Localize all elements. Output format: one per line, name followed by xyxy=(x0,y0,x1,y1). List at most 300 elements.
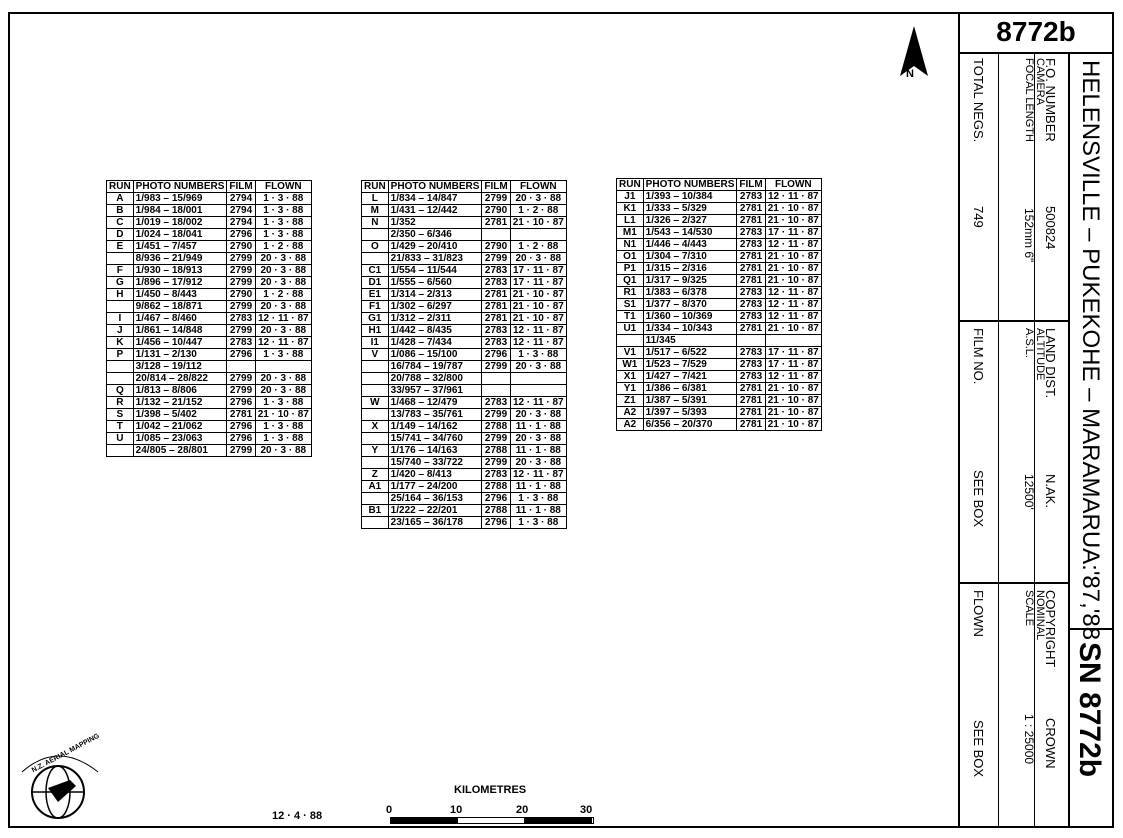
table-row xyxy=(362,409,567,421)
photo-numbers-cell: 1/387 – 5/391 xyxy=(643,395,737,407)
run-cell: M xyxy=(362,205,389,217)
run-cell: Q xyxy=(107,385,134,397)
table-row xyxy=(107,253,312,265)
photo-numbers-cell: 33/957 – 37/961 xyxy=(388,385,482,397)
run-cell: R xyxy=(107,397,134,409)
flown-value: SEE BOX xyxy=(971,720,986,778)
flown-cell: 21 · 10 · 87 xyxy=(765,203,821,215)
nominal-label: NOMINAL xyxy=(1034,590,1046,641)
film-cell: 2799 xyxy=(227,385,255,397)
flown-cell: 1 · 2 · 88 xyxy=(510,205,566,217)
run-cell: H1 xyxy=(362,325,389,337)
table-row xyxy=(362,433,567,445)
run-cell: L1 xyxy=(617,215,644,227)
flown-label: FLOWN xyxy=(971,590,986,637)
flown-cell: 21 · 10 · 87 xyxy=(765,215,821,227)
photo-numbers-cell: 1/834 – 14/847 xyxy=(388,193,482,205)
film-cell: 2799 xyxy=(227,325,255,337)
scale-tick-10: 10 xyxy=(450,804,463,816)
total-negs-label: TOTAL NEGS. xyxy=(971,58,986,143)
table-row xyxy=(362,421,567,433)
flown-cell: 12 · 11 · 87 xyxy=(765,239,821,251)
table-row xyxy=(362,373,567,385)
altitude-label: ALTITUDE xyxy=(1034,328,1046,381)
table-row xyxy=(107,265,312,277)
film-cell: 2783 xyxy=(737,299,765,311)
run-cell: E1 xyxy=(362,289,389,301)
flown-cell: 1 · 3 · 88 xyxy=(255,217,311,229)
run-cell: V xyxy=(362,349,389,361)
table-row xyxy=(617,347,822,359)
film-cell: 2781 xyxy=(737,215,765,227)
map-title: HELENSVILLE – PUKEKOHE – MARAMARUA:'87,'88 xyxy=(1077,60,1104,641)
run-cell: K xyxy=(107,337,134,349)
table-row xyxy=(617,239,822,251)
photo-numbers-cell: 1/467 – 8/460 xyxy=(133,313,227,325)
table-row xyxy=(362,397,567,409)
run-cell: F1 xyxy=(362,301,389,313)
title-block-left-rule xyxy=(958,12,960,828)
column-header: FLOWN xyxy=(765,179,821,191)
photo-numbers-cell: 1/326 – 2/327 xyxy=(643,215,737,227)
column-header: RUN xyxy=(362,181,389,193)
film-cell: 2796 xyxy=(227,349,255,361)
run-cell: A xyxy=(107,193,134,205)
run-cell xyxy=(362,373,389,385)
flown-cell: 11 · 1 · 88 xyxy=(510,481,566,493)
run-cell: X xyxy=(362,421,389,433)
film-cell: 2790 xyxy=(227,289,255,301)
land-dist-label: LAND DIST. xyxy=(1043,328,1058,399)
run-cell xyxy=(362,457,389,469)
table-row xyxy=(107,421,312,433)
table-row xyxy=(107,433,312,445)
flown-cell: 21 · 10 · 87 xyxy=(765,275,821,287)
film-cell xyxy=(482,229,510,241)
column-header: FILM xyxy=(737,179,765,191)
film-cell: 2781 xyxy=(482,289,510,301)
photo-numbers-cell: 1/086 – 15/100 xyxy=(388,349,482,361)
table-row xyxy=(362,385,567,397)
run-cell xyxy=(362,229,389,241)
north-arrow-icon xyxy=(898,26,942,86)
photo-numbers-cell: 1/315 – 2/316 xyxy=(643,263,737,275)
film-cell: 2781 xyxy=(227,409,255,421)
film-no-value: SEE BOX xyxy=(971,470,986,528)
film-cell: 2796 xyxy=(227,433,255,445)
film-cell: 2783 xyxy=(482,277,510,289)
table-row xyxy=(107,229,312,241)
film-cell: 2783 xyxy=(737,287,765,299)
photo-numbers-cell: 1/352 xyxy=(388,217,482,229)
run-cell: B1 xyxy=(362,505,389,517)
table-row xyxy=(617,407,822,419)
flown-cell: 1 · 3 · 88 xyxy=(255,421,311,433)
photo-numbers-cell: 1/383 – 6/378 xyxy=(643,287,737,299)
run-cell: U xyxy=(107,433,134,445)
film-cell: 2783 xyxy=(482,397,510,409)
film-cell: 2788 xyxy=(482,445,510,457)
photo-numbers-cell: 1/302 – 6/297 xyxy=(388,301,482,313)
flown-cell: 21 · 10 · 87 xyxy=(510,289,566,301)
run-cell xyxy=(362,385,389,397)
film-cell xyxy=(227,361,255,373)
photo-numbers-cell: 1/468 – 12/479 xyxy=(388,397,482,409)
photo-numbers-cell: 1/131 – 2/130 xyxy=(133,349,227,361)
film-cell: 2783 xyxy=(737,359,765,371)
scale-tick-0: 0 xyxy=(386,804,393,816)
film-cell xyxy=(482,373,510,385)
run-cell xyxy=(362,361,389,373)
film-cell: 2799 xyxy=(482,457,510,469)
run-cell: P1 xyxy=(617,263,644,275)
scale-tick-30: 30 xyxy=(580,804,593,816)
film-cell: 2781 xyxy=(737,203,765,215)
run-cell: E xyxy=(107,241,134,253)
table-header-row xyxy=(362,181,567,193)
table-row xyxy=(107,397,312,409)
film-no-label: FILM NO. xyxy=(971,328,986,385)
table-row xyxy=(362,229,567,241)
photo-numbers-cell: 23/165 – 36/178 xyxy=(388,517,482,529)
flown-cell: 17 · 11 · 87 xyxy=(510,277,566,289)
photo-numbers-cell: 1/132 – 21/152 xyxy=(133,397,227,409)
photo-numbers-cell: 1/517 – 6/522 xyxy=(643,347,737,359)
flown-cell: 1 · 3 · 88 xyxy=(510,517,566,529)
column-header: RUN xyxy=(617,179,644,191)
flown-cell: 17 · 11 · 87 xyxy=(765,359,821,371)
table-row xyxy=(362,481,567,493)
flown-cell: 12 · 11 · 87 xyxy=(255,313,311,325)
table-row xyxy=(107,217,312,229)
flown-cell: 21 · 10 · 87 xyxy=(765,419,821,431)
photo-numbers-cell: 6/356 – 20/370 xyxy=(643,419,737,431)
run-cell: N1 xyxy=(617,239,644,251)
table-row xyxy=(362,289,567,301)
film-cell: 2783 xyxy=(737,239,765,251)
photo-numbers-cell: 1/377 – 8/370 xyxy=(643,299,737,311)
film-cell: 2790 xyxy=(227,241,255,253)
film-cell: 2799 xyxy=(227,277,255,289)
film-cell: 2783 xyxy=(227,313,255,325)
run-cell: P xyxy=(107,349,134,361)
run-cell xyxy=(107,361,134,373)
map-date: 12 · 4 · 88 xyxy=(272,810,323,822)
run-cell: A1 xyxy=(362,481,389,493)
runs-table-2 xyxy=(361,180,567,529)
film-cell: 2788 xyxy=(482,421,510,433)
film-cell: 2790 xyxy=(482,205,510,217)
photo-numbers-cell: 1/543 – 14/530 xyxy=(643,227,737,239)
film-cell: 2781 xyxy=(737,275,765,287)
flown-cell: 1 · 2 · 88 xyxy=(255,289,311,301)
table-row xyxy=(362,253,567,265)
column-header: FILM xyxy=(482,181,510,193)
aerial-mapping-logo xyxy=(18,732,104,829)
table-row xyxy=(617,323,822,335)
table-row xyxy=(107,277,312,289)
table-row xyxy=(617,395,822,407)
flown-cell: 12 · 11 · 87 xyxy=(255,337,311,349)
column-header: FILM xyxy=(227,181,255,193)
table-row xyxy=(107,373,312,385)
film-cell xyxy=(737,335,765,347)
flown-cell: 20 · 3 · 88 xyxy=(255,265,311,277)
table-header-row xyxy=(107,181,312,193)
runs-table-3 xyxy=(616,178,822,431)
run-cell: M1 xyxy=(617,227,644,239)
run-cell: T xyxy=(107,421,134,433)
film-cell xyxy=(482,385,510,397)
flown-cell: 12 · 11 · 87 xyxy=(510,325,566,337)
flown-cell: 11 · 1 · 88 xyxy=(510,421,566,433)
photo-numbers-cell: 1/312 – 2/311 xyxy=(388,313,482,325)
table-row xyxy=(617,227,822,239)
film-cell: 2781 xyxy=(737,251,765,263)
film-cell: 2783 xyxy=(737,227,765,239)
north-arrow xyxy=(898,26,942,91)
table-row xyxy=(362,469,567,481)
scale-tick-20: 20 xyxy=(516,804,529,816)
flown-cell: 21 · 10 · 87 xyxy=(765,263,821,275)
film-cell: 2799 xyxy=(227,301,255,313)
photo-numbers-cell: 2/350 – 6/346 xyxy=(388,229,482,241)
film-cell: 2781 xyxy=(737,395,765,407)
table-row xyxy=(362,349,567,361)
photo-numbers-cell: 1/456 – 10/447 xyxy=(133,337,227,349)
flown-cell xyxy=(510,229,566,241)
table-row xyxy=(107,385,312,397)
flown-cell: 12 · 11 · 87 xyxy=(510,469,566,481)
photo-numbers-cell: 1/861 – 14/848 xyxy=(133,325,227,337)
film-cell: 2796 xyxy=(227,229,255,241)
copyright-label: COPYRIGHT xyxy=(1043,590,1058,668)
film-cell: 2781 xyxy=(737,323,765,335)
table-row xyxy=(362,505,567,517)
photo-numbers-cell: 1/555 – 6/560 xyxy=(388,277,482,289)
table-row xyxy=(617,287,822,299)
flown-cell: 17 · 11 · 87 xyxy=(765,347,821,359)
table-row xyxy=(362,493,567,505)
sheet-id: 8772b xyxy=(996,16,1076,47)
film-cell: 2794 xyxy=(227,205,255,217)
film-cell: 2796 xyxy=(482,349,510,361)
flown-cell: 1 · 3 · 88 xyxy=(255,349,311,361)
run-cell: I xyxy=(107,313,134,325)
table-row xyxy=(362,445,567,457)
film-cell: 2783 xyxy=(737,347,765,359)
table-row xyxy=(362,301,567,313)
flown-cell xyxy=(510,373,566,385)
altitude-value: 12500' xyxy=(1022,474,1036,510)
photo-numbers-cell: 1/398 – 5/402 xyxy=(133,409,227,421)
flown-cell: 1 · 3 · 88 xyxy=(255,193,311,205)
run-cell: J xyxy=(107,325,134,337)
flown-cell: 12 · 11 · 87 xyxy=(510,397,566,409)
flown-cell: 20 · 3 · 88 xyxy=(510,457,566,469)
scale-title: KILOMETRES xyxy=(454,784,527,796)
photo-numbers-cell: 1/085 – 23/063 xyxy=(133,433,227,445)
run-cell xyxy=(362,253,389,265)
photo-numbers-cell: 1/896 – 17/912 xyxy=(133,277,227,289)
table-row xyxy=(617,203,822,215)
flown-cell: 1 · 2 · 88 xyxy=(510,241,566,253)
photo-numbers-cell: 1/428 – 7/434 xyxy=(388,337,482,349)
table-row xyxy=(617,263,822,275)
title-block-inner-rule-2 xyxy=(1034,52,1035,828)
photo-numbers-cell: 1/523 – 7/529 xyxy=(643,359,737,371)
flown-cell: 21 · 10 · 87 xyxy=(510,313,566,325)
column-header: PHOTO NUMBERS xyxy=(133,181,227,193)
title-block-top-rule xyxy=(958,52,1114,54)
runs-table-1 xyxy=(106,180,312,457)
film-cell: 2799 xyxy=(227,253,255,265)
flown-cell: 20 · 3 · 88 xyxy=(255,385,311,397)
table-row xyxy=(617,275,822,287)
photo-numbers-cell: 1/149 – 14/162 xyxy=(388,421,482,433)
focal-length-label: FOCAL LENGTH xyxy=(1023,58,1035,142)
run-cell xyxy=(617,335,644,347)
run-cell: S xyxy=(107,409,134,421)
table-row xyxy=(362,241,567,253)
photo-numbers-cell: 1/983 – 15/969 xyxy=(133,193,227,205)
photo-numbers-cell: 1/177 – 24/200 xyxy=(388,481,482,493)
run-cell: F xyxy=(107,265,134,277)
table-row xyxy=(107,301,312,313)
table-row xyxy=(107,205,312,217)
flown-cell: 20 · 3 · 88 xyxy=(510,253,566,265)
table-row xyxy=(107,349,312,361)
flown-cell: 12 · 11 · 87 xyxy=(510,337,566,349)
run-cell: W xyxy=(362,397,389,409)
run-cell: C xyxy=(107,217,134,229)
flown-cell: 20 · 3 · 88 xyxy=(255,301,311,313)
photo-numbers-cell: 1/930 – 18/913 xyxy=(133,265,227,277)
table-row xyxy=(617,419,822,431)
film-cell: 2799 xyxy=(227,445,255,457)
flown-cell: 21 · 10 · 87 xyxy=(765,407,821,419)
flown-cell: 21 · 10 · 87 xyxy=(510,217,566,229)
film-cell: 2788 xyxy=(482,481,510,493)
table-row xyxy=(107,361,312,373)
run-cell: T1 xyxy=(617,311,644,323)
table-row xyxy=(362,277,567,289)
film-cell: 2788 xyxy=(482,505,510,517)
photo-numbers-cell: 1/304 – 7/310 xyxy=(643,251,737,263)
run-cell: H xyxy=(107,289,134,301)
photo-numbers-cell: 15/740 – 33/722 xyxy=(388,457,482,469)
table-row xyxy=(107,289,312,301)
flown-cell: 21 · 10 · 87 xyxy=(765,395,821,407)
flown-cell: 20 · 3 · 88 xyxy=(510,193,566,205)
flown-cell: 21 · 10 · 87 xyxy=(765,251,821,263)
flown-cell: 11 · 1 · 88 xyxy=(510,445,566,457)
film-cell: 2796 xyxy=(482,493,510,505)
run-cell: Z xyxy=(362,469,389,481)
photo-numbers-cell: 16/784 – 19/787 xyxy=(388,361,482,373)
run-cell xyxy=(107,445,134,457)
photo-numbers-cell: 1/442 – 8/435 xyxy=(388,325,482,337)
run-cell xyxy=(362,409,389,421)
logo-text: N.Z. AERIAL MAPPING xyxy=(30,732,101,775)
run-cell: X1 xyxy=(617,371,644,383)
title-block-rule-2 xyxy=(958,582,1070,584)
run-cell: S1 xyxy=(617,299,644,311)
film-cell: 2799 xyxy=(482,253,510,265)
flown-cell: 1 · 3 · 88 xyxy=(510,349,566,361)
photo-numbers-cell: 1/042 – 21/062 xyxy=(133,421,227,433)
photo-numbers-cell: 1/813 – 8/806 xyxy=(133,385,227,397)
flown-cell: 21 · 10 · 87 xyxy=(510,301,566,313)
table-row xyxy=(107,241,312,253)
run-cell xyxy=(362,433,389,445)
fo-number-label: F.O. NUMBER xyxy=(1043,58,1058,142)
photo-numbers-cell: 20/788 – 32/800 xyxy=(388,373,482,385)
film-cell: 2799 xyxy=(227,373,255,385)
photo-numbers-cell: 1/450 – 8/443 xyxy=(133,289,227,301)
scale-bar-seg-3 xyxy=(524,817,592,824)
photo-numbers-cell: 1/984 – 18/001 xyxy=(133,205,227,217)
photo-numbers-cell: 1/317 – 9/325 xyxy=(643,275,737,287)
column-header: FLOWN xyxy=(510,181,566,193)
film-cell: 2783 xyxy=(737,371,765,383)
photo-numbers-cell: 1/431 – 12/442 xyxy=(388,205,482,217)
film-cell: 2783 xyxy=(737,191,765,203)
table-row xyxy=(362,337,567,349)
title-block-inner-rule xyxy=(998,52,999,828)
photo-numbers-cell: 25/164 – 36/153 xyxy=(388,493,482,505)
photo-numbers-cell: 1/427 – 7/421 xyxy=(643,371,737,383)
column-header: FLOWN xyxy=(255,181,311,193)
photo-numbers-cell: 1/397 – 5/393 xyxy=(643,407,737,419)
run-cell xyxy=(107,301,134,313)
table-row xyxy=(107,409,312,421)
run-cell: O1 xyxy=(617,251,644,263)
photo-numbers-cell: 24/805 – 28/801 xyxy=(133,445,227,457)
run-cell: W1 xyxy=(617,359,644,371)
flown-cell: 20 · 3 · 88 xyxy=(255,253,311,265)
photo-numbers-cell: 1/333 – 5/329 xyxy=(643,203,737,215)
photo-numbers-cell: 1/360 – 10/369 xyxy=(643,311,737,323)
flown-cell xyxy=(510,385,566,397)
film-cell: 2790 xyxy=(482,241,510,253)
flown-cell: 12 · 11 · 87 xyxy=(765,287,821,299)
table-row xyxy=(107,445,312,457)
scale-bar-seg-1 xyxy=(390,817,458,824)
run-cell: I1 xyxy=(362,337,389,349)
flown-cell: 1 · 3 · 88 xyxy=(510,493,566,505)
column-header: PHOTO NUMBERS xyxy=(388,181,482,193)
table-row xyxy=(617,299,822,311)
scale-label: SCALE xyxy=(1023,590,1035,627)
run-cell: Y1 xyxy=(617,383,644,395)
focal-length-value: 152mm 6" xyxy=(1022,208,1036,263)
photo-numbers-cell: 1/554 – 11/544 xyxy=(388,265,482,277)
flown-cell: 12 · 11 · 87 xyxy=(765,191,821,203)
run-cell xyxy=(362,517,389,529)
flown-cell: 1 · 3 · 88 xyxy=(255,229,311,241)
asl-label: A.S.L. xyxy=(1023,328,1035,358)
run-cell: U1 xyxy=(617,323,644,335)
table-row xyxy=(617,215,822,227)
photo-numbers-cell: 13/783 – 35/761 xyxy=(388,409,482,421)
flown-cell: 21 · 10 · 87 xyxy=(765,383,821,395)
flown-cell xyxy=(765,335,821,347)
flown-cell: 12 · 11 · 87 xyxy=(765,299,821,311)
run-cell: R1 xyxy=(617,287,644,299)
total-negs-value: 749 xyxy=(971,206,986,228)
run-cell: G1 xyxy=(362,313,389,325)
